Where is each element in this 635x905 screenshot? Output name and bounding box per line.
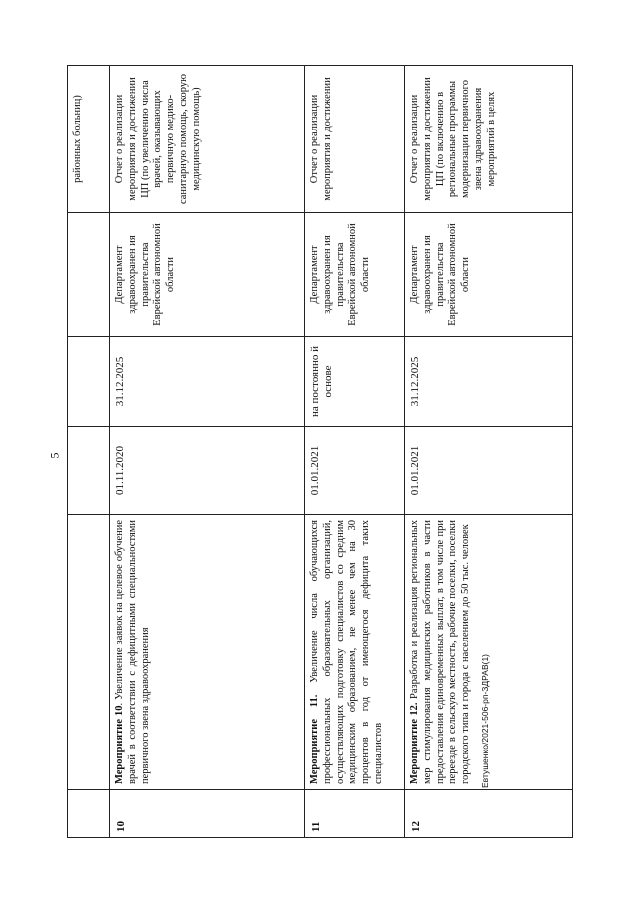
- cell-activity: [405, 515, 573, 790]
- cell-result: Отчет о реализации мероприятия и достижении: [305, 66, 405, 213]
- activity-text: Увеличение числа обучающихся профессиональных образовательных организаций, осуществляющих подготовку специалистов со средним медицинским образованием, не менее чем на 30 процентов в год от имеющегося дефицита таких специалистов: [309, 520, 384, 784]
- cell-empty: [68, 790, 110, 838]
- cell-start-date: 01.11.2020: [110, 427, 305, 515]
- page-number: 5: [47, 452, 62, 459]
- cell-empty: [68, 337, 110, 427]
- table-row: [305, 66, 405, 838]
- cell-num: 11: [305, 790, 405, 838]
- cell-empty: [68, 427, 110, 515]
- cell-num: 10: [110, 790, 305, 838]
- cell-num: 12: [405, 790, 573, 838]
- cell-empty: [68, 213, 110, 337]
- cell-activity: [110, 515, 305, 790]
- cell-empty: [68, 515, 110, 790]
- document-id: Евтушенко/2021-506-рп-ЗДРАВ(1): [480, 653, 490, 788]
- activity-title: Мероприятие 10: [114, 705, 125, 784]
- cell-executor: Департамент здравоохранен ия правительства Еврейской автономной области: [305, 213, 405, 337]
- cell-activity: [305, 515, 405, 790]
- activity-title: Мероприятие 12.: [409, 702, 420, 784]
- measures-table: [67, 65, 573, 838]
- cell-executor: Департамент здравоохранен ия правительства Еврейской автономной области: [110, 213, 305, 337]
- cell-start-date: 01.01.2021: [405, 427, 573, 515]
- measures-table-rotated: [67, 66, 572, 838]
- cell-result: Отчет о реализации мероприятия и достижении ЦП (по увеличению числа врачей, оказывающих первичную медико-санитарную помощь, скорую медицинскую помощь): [110, 66, 305, 213]
- cell-start-date: 01.01.2021: [305, 427, 405, 515]
- activity-text: Разработка и реализация региональных мер стимулирования медицинских работников в части предоставления единовременных выплат, в том числе при переезде в сельскую местность, рабочие поселки, поселки городского типа и города с населением до 50 тыс. человек: [409, 520, 472, 784]
- cell-end-date: на постоянно й основе: [305, 337, 405, 427]
- table-row: [405, 66, 573, 838]
- cell-result: Отчет о реализации мероприятия и достижении ЦП (по включению в региональные программы модернизации первичного звена здравоохранения мероприятий в целях: [405, 66, 573, 213]
- activity-title: Мероприятие 11.: [309, 694, 320, 784]
- cell-end-date: 31.12.2025: [405, 337, 573, 427]
- activity-text: . Увеличение заявок на целевое обучение врачей в соответствии с дефицитными специальностями первичного звена здравоохранения: [114, 520, 151, 784]
- cell-executor: Департамент здравоохранен ия правительства Еврейской автономной области: [405, 213, 573, 337]
- table-row: [110, 66, 305, 838]
- table-row-header-carry: [68, 66, 110, 838]
- cell-result-carry: районных больниц): [68, 66, 110, 213]
- cell-end-date: 31.12.2025: [110, 337, 305, 427]
